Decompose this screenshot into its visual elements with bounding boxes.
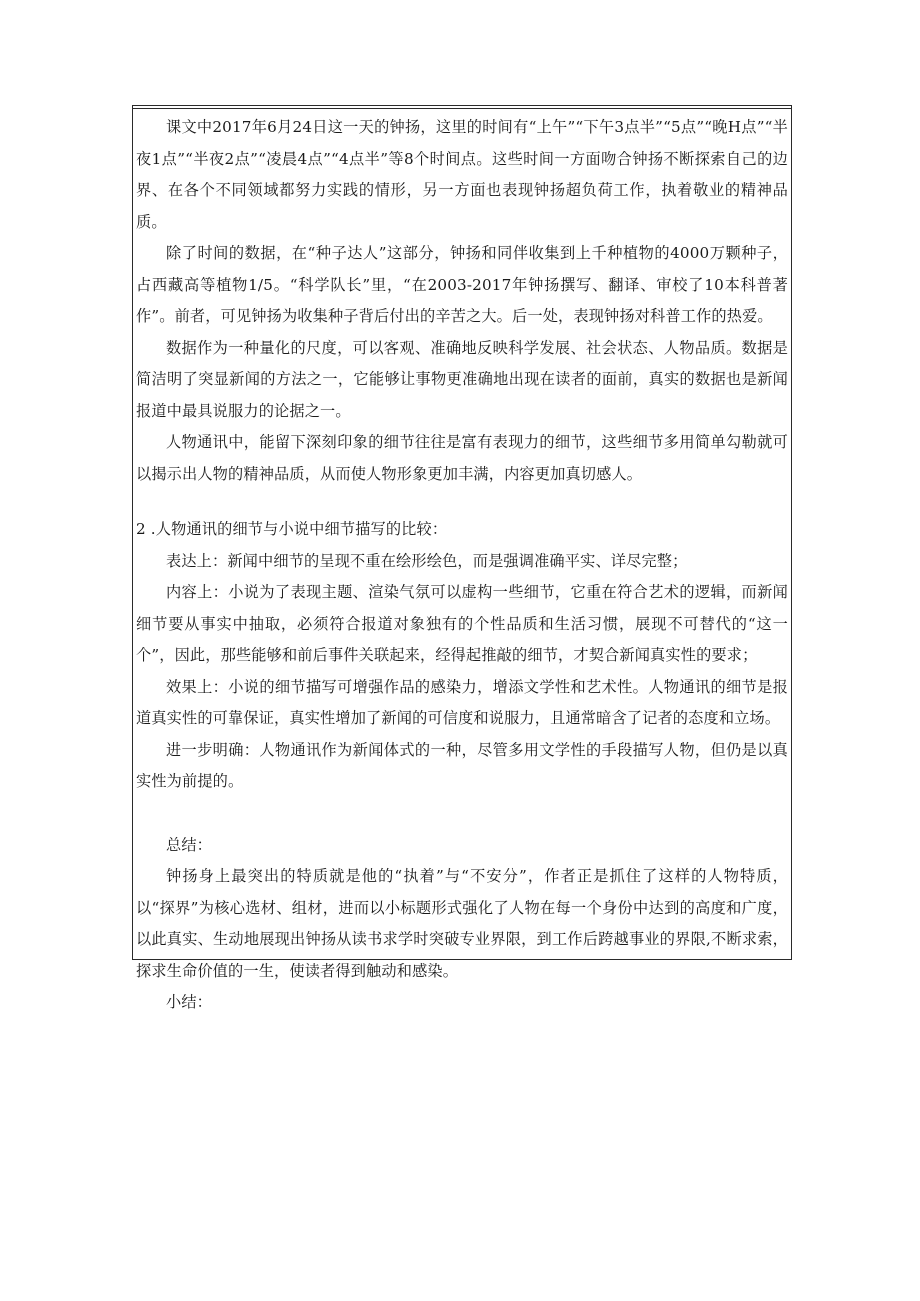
brief-summary-label: 小结： bbox=[166, 993, 213, 1011]
paragraph-detail-role: 人物通讯中，能留下深刻印象的细节往往是富有表现力的细节，这些细节多用简单勾勒就可以揭示出人物的精神品质，从而使人物形象更加丰满，内容更加真切感人。 bbox=[136, 433, 788, 483]
paragraph-expression: 表达上：新闻中细节的呈现不重在绘形绘色，而是强调准确平实、详尽完整； bbox=[166, 551, 688, 570]
paragraph-clarification: 进一步明确：人物通讯作为新闻体式的一种，尽管多用文学性的手段描写人物，但仍是以真实性为前提的。 bbox=[136, 740, 788, 790]
paragraph-effect: 效果上：小说的细节描写可增强作品的感染力，增添文学性和艺术性。人物通讯的细节是报道真实性的可靠保证，真实性增加了新闻的可信度和说服力，且通常暗含了记者的态度和立场。 bbox=[136, 677, 788, 727]
paragraph-summary: 钟扬身上最突出的特质就是他的“执着”与“不安分”，作者正是抓住了这样的人物特质，以“探界”为核心选材、组材，进而以小标题形式强化了人物在每一个身份中达到的高度和广度，以此真实、生动地展现出钟扬从读书求学时突破专业界限，到工作后跨越事业的界限,不断求索，探求生命价值的一生，使读者得到触动和感染。 bbox=[136, 867, 788, 980]
spacer bbox=[136, 798, 788, 830]
paragraph-content: 内容上：小说为了表现主题、渲染气氛可以虚构一些细节，它重在符合艺术的逻辑，而新闻细节要从事实中抽取，必须符合报道对象独有的个性品质和生活习惯，展现不可替代的“这一个”，因此，那些能够和前后事件关联起来，经得起推敲的细节，才契合新闻真实性的要求； bbox=[136, 583, 788, 664]
summary-label: 总结： bbox=[166, 835, 213, 854]
paragraph-data-role: 数据作为一种量化的尺度，可以客观、准确地反映科学发展、社会状态、人物品质。数据是简洁明了突显新闻的方法之一，它能够让事物更准确地出现在读者的面前，真实的数据也是新闻报道中最具说服力的论据之一。 bbox=[136, 338, 788, 420]
paragraph-time-points: 课文中2017年6月24日这一天的钟扬，这里的时间有“上午”“下午3点半”“5点”“晚H点”“半夜1点”“半夜2点”“凌晨4点”“4点半”等8个时间点。这些时间一方面吻合钟扬不断探索自己的边界、在各个不同领域都努力实践的情形，另一方面也表现钟扬超负荷工作，执着敬业的精神品质。 bbox=[136, 118, 788, 231]
section-heading-comparison: 2 .人物通讯的细节与小说中细节描写的比较： bbox=[136, 520, 448, 538]
document-body bbox=[136, 112, 788, 1019]
table-top-double-line bbox=[132, 108, 792, 109]
paragraph-data-numbers: 除了时间的数据，在“种子达人”这部分，钟扬和同伴收集到上千种植物的4000万颗种子，占西藏高等植物1/5。“科学队长”里，“在2003-2017年钟扬撰写、翻译、审校了10本科普著作”。前者，可见钟扬为收集种子背后付出的辛苦之大。后一处，表现钟扬对科普工作的热爱。 bbox=[136, 244, 788, 325]
